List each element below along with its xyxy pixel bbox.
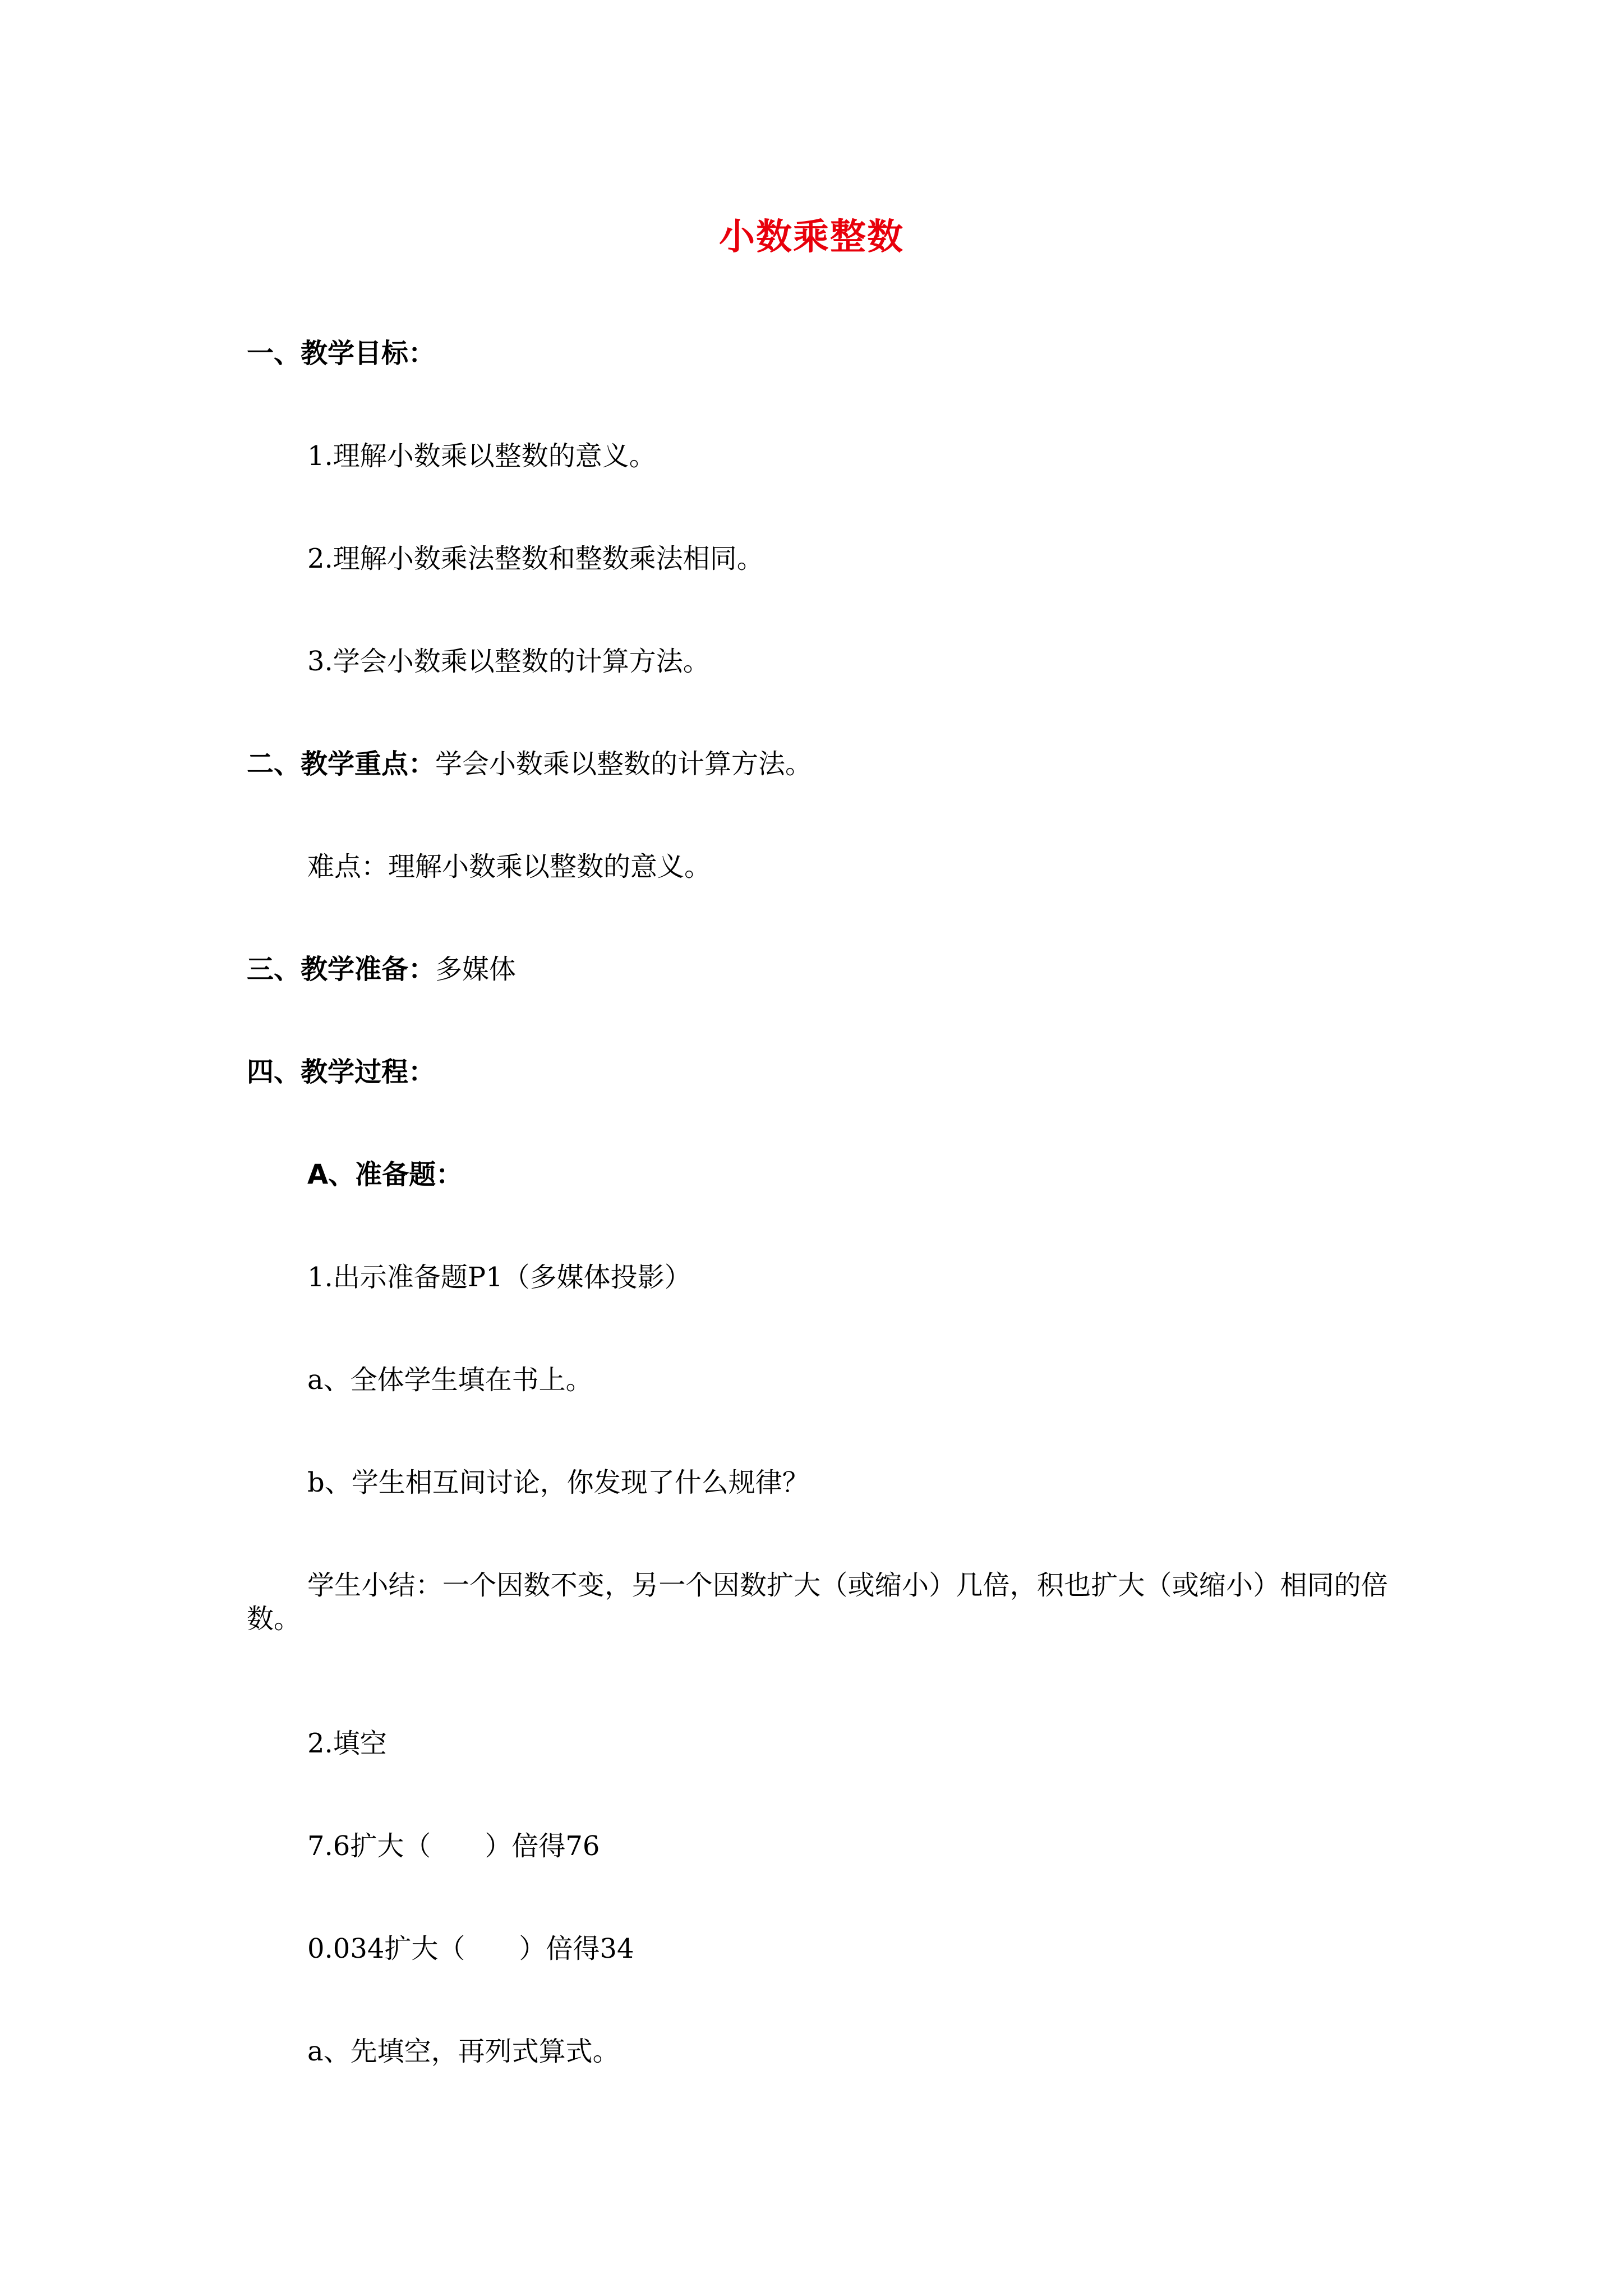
student-summary-paragraph: 学生小结：一个因数不变，另一个因数扩大（或缩小）几倍，积也扩大（或缩小）相同的倍数。 bbox=[247, 1570, 1388, 1635]
fill-in-blank-item: 7.6扩大（ ）倍得76 bbox=[307, 1830, 600, 1862]
objective-item: 3.学会小数乘以整数的计算方法。 bbox=[307, 646, 710, 677]
section-heading-key-points: 二、教学重点： bbox=[247, 748, 436, 780]
process-subitem: b、学生相互间讨论，你发现了什么规律？ bbox=[307, 1467, 809, 1498]
process-item: 1.出示准备题P1（多媒体投影） bbox=[307, 1262, 691, 1293]
process-subitem: a、先填空，再列式算式。 bbox=[307, 2036, 620, 2067]
subheading-preparation-questions: A、准备题： bbox=[307, 1159, 463, 1190]
section-heading-preparation: 三、教学准备： bbox=[247, 954, 436, 985]
preparation-line bbox=[247, 953, 516, 986]
section-heading-objectives: 一、教学目标： bbox=[247, 338, 436, 369]
key-points-line bbox=[247, 747, 812, 781]
key-points-text: 学会小数乘以整数的计算方法。 bbox=[435, 748, 813, 780]
process-item: 2.填空 bbox=[307, 1728, 387, 1759]
process-subitem: a、全体学生填在书上。 bbox=[307, 1364, 593, 1396]
fill-in-blank-item: 0.034扩大（ ）倍得34 bbox=[307, 1933, 634, 1964]
section-heading-process: 四、教学过程： bbox=[247, 1056, 436, 1088]
difficulty-text: 难点：理解小数乘以整数的意义。 bbox=[307, 851, 712, 882]
document-title: 小数乘整数 bbox=[719, 217, 904, 258]
preparation-text: 多媒体 bbox=[435, 954, 517, 985]
objective-item: 2.理解小数乘法整数和整数乘法相同。 bbox=[307, 543, 764, 574]
objective-item: 1.理解小数乘以整数的意义。 bbox=[307, 440, 656, 472]
